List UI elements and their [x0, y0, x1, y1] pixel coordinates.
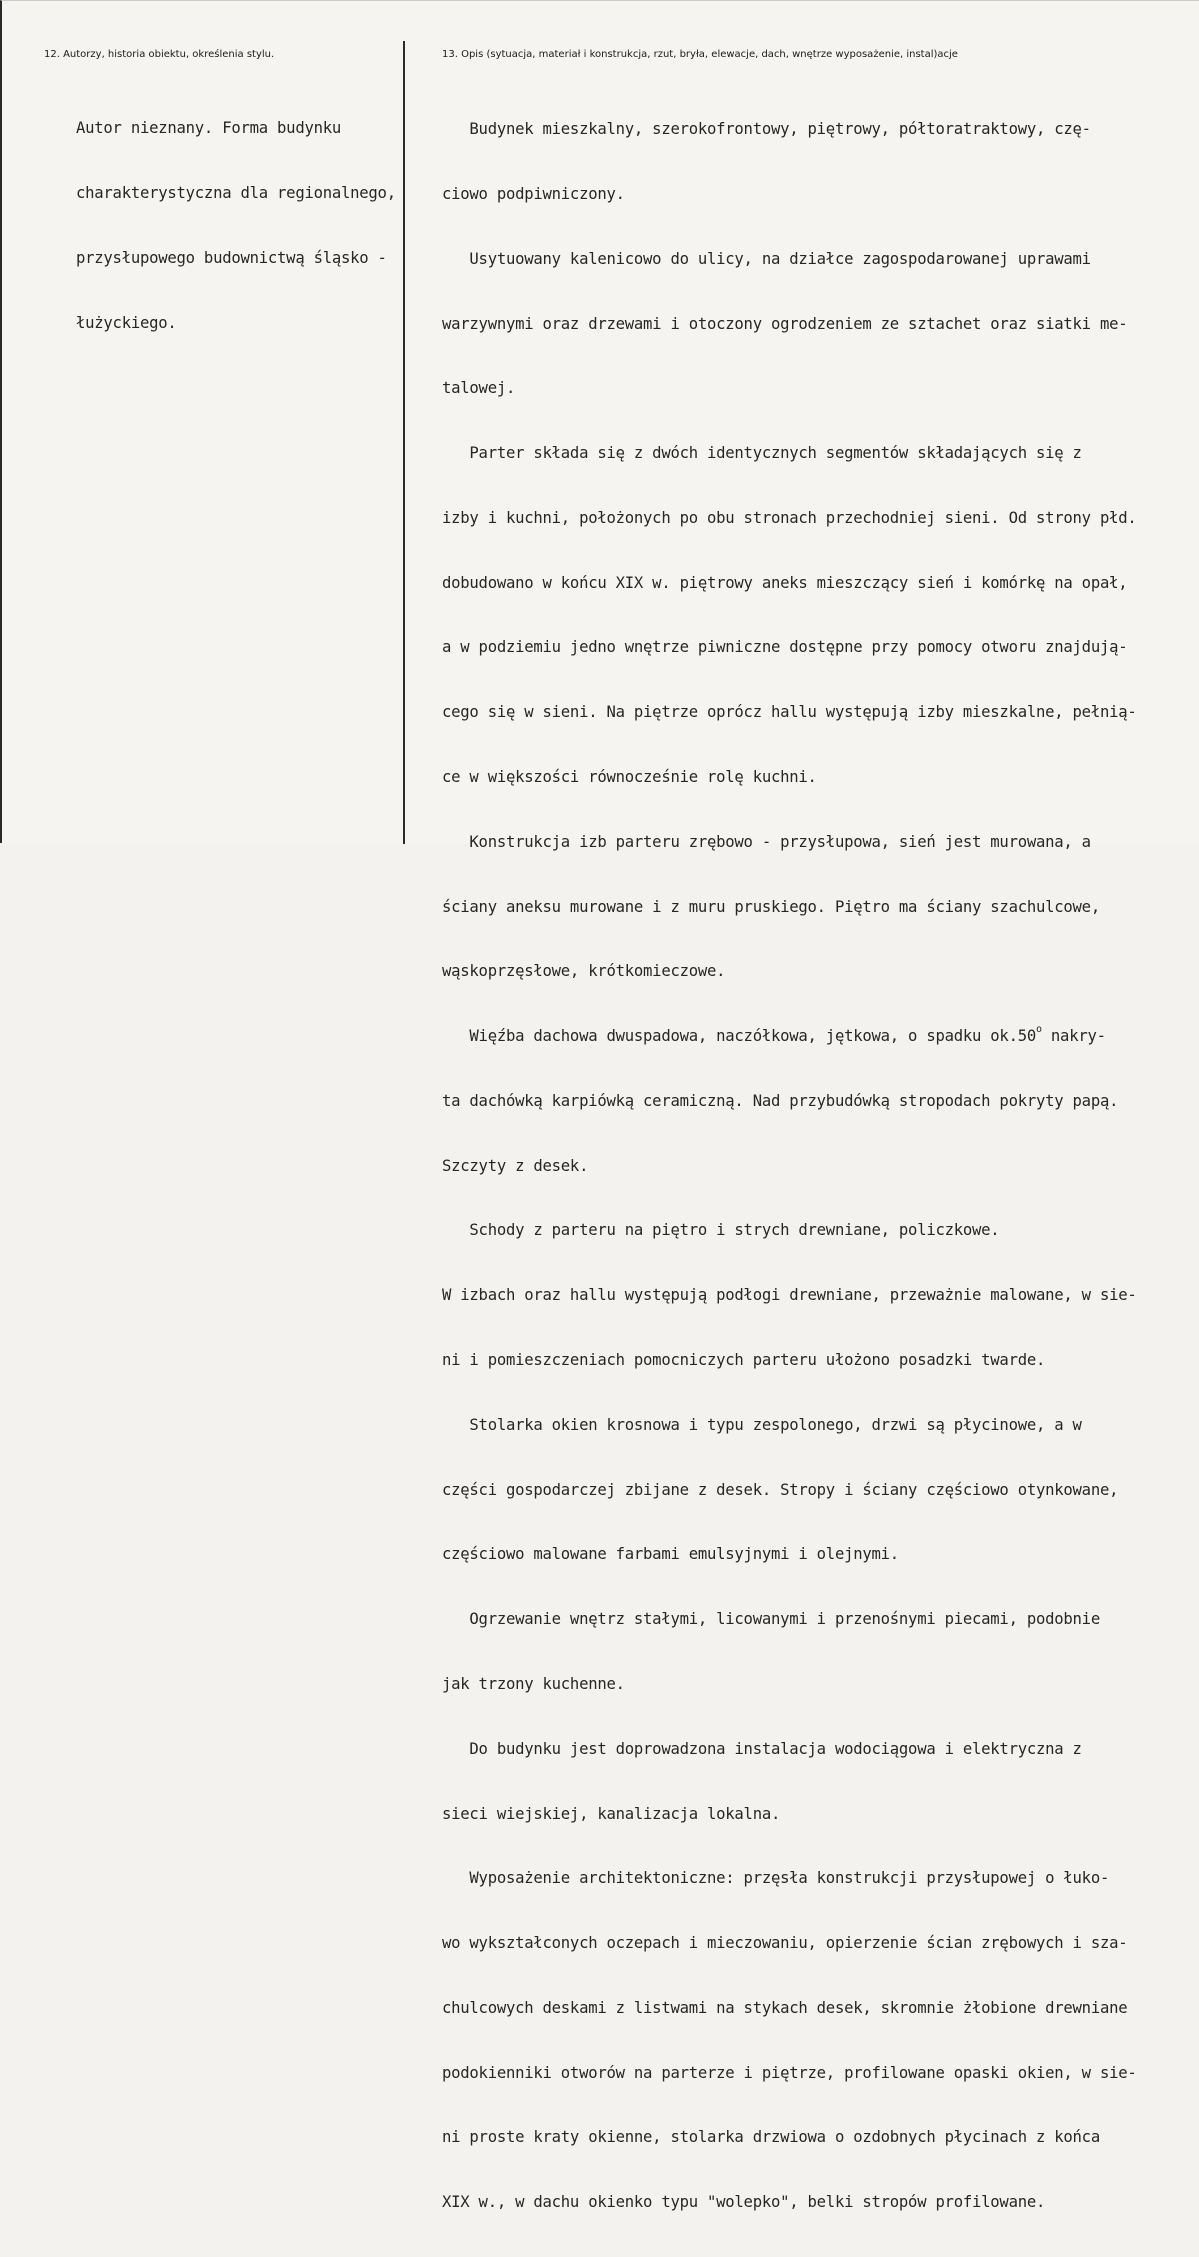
description-line: wo wykształconych oczepach i mieczowaniu, opierzenie ścian zrębowych i sza-	[442, 1934, 1128, 1953]
description-line: ciowo podpiwniczony.	[442, 184, 625, 203]
description-line: Wyposażenie architektoniczne: przęsła konstrukcji przysłupowej o łuko-	[442, 1869, 1110, 1888]
description-line: ta dachówką karpiówką ceramiczną. Nad przybudówką stropodach pokryty papą.	[442, 1091, 1119, 1110]
description-line: Usytuowany kalenicowo do ulicy, na działce zagospodarowanej uprawami	[442, 249, 1091, 268]
description-line: wąskoprzęsłowe, krótkomieczowe.	[442, 962, 726, 981]
description-line: Do budynku jest doprowadzona instalacja wodociągowa i elektryczna z	[442, 1739, 1082, 1758]
description-line: Schody z parteru na piętro i strych drewniane, policzkowe.	[442, 1221, 1000, 1240]
description-line: talowej.	[442, 379, 516, 398]
description-line: a w podziemiu jedno wnętrze piwniczne dostępne przy pomocy otworu znajdują-	[442, 638, 1128, 657]
description-line: Budynek mieszkalny, szerokofrontowy, piętrowy, półtoratraktowy, czę-	[442, 120, 1091, 139]
description-line: części gospodarczej zbijane z desek. Stropy i ściany częściowo otynkowane,	[442, 1480, 1119, 1499]
column-divider	[403, 41, 405, 844]
description-line: podokienniki otworów na parterze i piętrze, profilowane opaski okien, w sie-	[442, 2063, 1137, 2082]
description-line-with-degree	[442, 1026, 1137, 1048]
description-line: ni proste kraty okienne, stolarka drzwiowa o ozdobnych płycinach z końca	[442, 2128, 1100, 2147]
description-line: izby i kuchni, położonych po obu stronach przechodniej sieni. Od strony płd.	[442, 508, 1137, 527]
authors-line: łużyckiego.	[76, 313, 177, 332]
roof-slope-text: Więźba dachowa dwuspadowa, naczółkowa, jętkowa, o spadku ok.50	[442, 1027, 1036, 1046]
description-line: chulcowych deskami z listwami na stykach desek, skromnie żłobione drewniane	[442, 1998, 1128, 2017]
section-12-heading: 12. Autorzy, historia obiektu, określenia stylu.	[44, 49, 275, 60]
description-line: ściany aneksu murowane i z muru pruskiego. Piętro ma ściany szachulcowe,	[442, 897, 1100, 916]
description-line: sieci wiejskiej, kanalizacja lokalna.	[442, 1804, 781, 1823]
description-line: Ogrzewanie wnętrz stałymi, licowanymi i przenośnymi piecami, podobnie	[442, 1610, 1100, 1629]
description-line: cego się w sieni. Na piętrze oprócz hallu występują izby mieszkalne, pełnią-	[442, 703, 1137, 722]
description-line: częściowo malowane farbami emulsyjnymi i olejnymi.	[442, 1545, 899, 1564]
roof-slope-suffix: nakry-	[1041, 1027, 1106, 1046]
authors-history-text	[76, 75, 396, 377]
description-line: dobudowano w końcu XIX w. piętrowy aneks mieszczący sień i komórkę na opał,	[442, 573, 1128, 592]
section-13-heading: 13. Opis (sytuacja, materiał i konstrukcja, rzut, bryła, elewacje, dach, wnętrze wyposażenie, instal)acje	[442, 49, 958, 60]
description-text	[442, 76, 1137, 2257]
description-line: Konstrukcja izb parteru zrębowo - przysłupowa, sień jest murowana, a	[442, 832, 1091, 851]
description-line: ni i pomieszczeniach pomocniczych parteru ułożono posadzki twarde.	[442, 1351, 1046, 1370]
degree-mark: o	[1036, 1024, 1042, 1036]
description-line: Szczyty z desek.	[442, 1156, 589, 1175]
description-line: XIX w., w dachu okienko typu "wolepko", belki stropów profilowane.	[442, 2193, 1046, 2212]
description-line: ce w większości równocześnie rolę kuchni.	[442, 768, 817, 786]
description-line: jak trzony kuchenne.	[442, 1674, 625, 1693]
authors-line: Autor nieznany. Forma budynku	[76, 119, 342, 138]
description-line: Stolarka okien krosnowa i typu zespolonego, drzwi są płycinowe, a w	[442, 1415, 1082, 1434]
description-line: warzywnymi oraz drzewami i otoczony ogrodzeniem ze sztachet oraz siatki me-	[442, 314, 1128, 333]
description-line: W izbach oraz hallu występują podłogi drewniane, przeważnie malowane, w sie-	[442, 1286, 1137, 1305]
description-line: Parter składa się z dwóch identycznych segmentów składających się z	[442, 444, 1082, 463]
authors-line: przysłupowego budownictwą śląsko -	[76, 248, 387, 267]
authors-line: charakterystyczna dla regionalnego,	[76, 183, 396, 202]
